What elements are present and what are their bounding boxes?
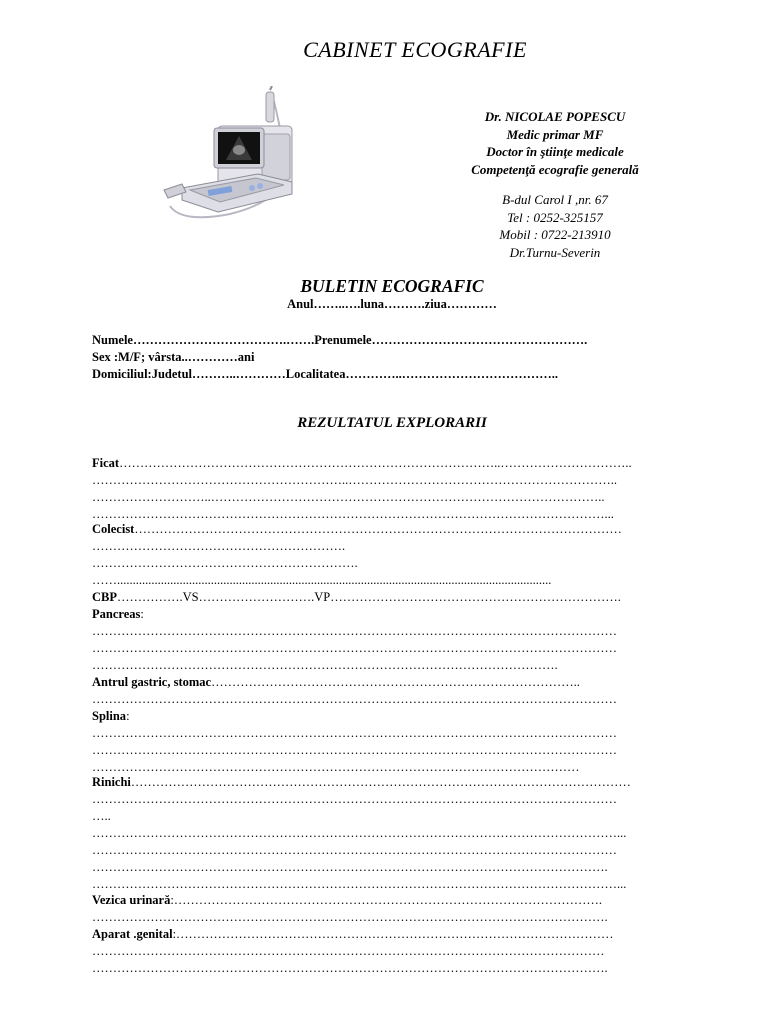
address-city: Dr.Turnu-Severin	[509, 244, 601, 260]
result-row-dots: ……………………………………………………………………………..	[211, 675, 580, 689]
ultrasound-machine-icon	[160, 86, 300, 226]
result-row-dots: ………………………………………………………………………………………………………………...	[92, 826, 627, 840]
result-row-dots: …………………………………………………………………………………………………………	[130, 775, 631, 789]
result-row-label: CBP	[92, 590, 117, 604]
result-row-label: Ficat	[92, 456, 120, 470]
result-row	[92, 606, 692, 623]
result-row-dots: ………………………………………………………………………………………………………	[92, 760, 580, 774]
bulletin-title: BULETIN ECOGRAFIC	[300, 276, 484, 296]
result-row	[92, 538, 692, 555]
result-row-label: Colecist	[92, 522, 135, 536]
result-row-dots: :	[140, 607, 144, 621]
result-row-dots: ………………………………………………………………………………………………………………	[92, 692, 617, 706]
result-row-dots: ……………………………………………………………………………………………………………	[92, 944, 605, 958]
result-row	[92, 674, 692, 691]
result-row	[92, 892, 692, 909]
result-row	[92, 472, 692, 489]
result-row	[92, 926, 692, 943]
result-row	[92, 960, 692, 977]
result-row-dots: ………………………………………………………………………………………………………	[134, 522, 622, 536]
address-phone: Tel : 0252-325157	[507, 209, 603, 225]
result-row-label: Rinichi	[92, 775, 131, 789]
result-row	[92, 876, 692, 893]
result-row	[92, 521, 692, 538]
result-row	[92, 572, 692, 589]
result-row	[92, 943, 692, 960]
result-row-dots: ………………………………………………………………………………………………………………	[92, 792, 617, 806]
result-row	[92, 725, 692, 742]
result-row-dots: ………………………………………………………………………………………………………………	[92, 641, 617, 655]
doctor-info	[440, 108, 670, 178]
result-row-dots: ………………………………………………………………………………………………………………	[92, 726, 617, 740]
result-row-dots: ……………………………………………………….	[92, 556, 358, 570]
result-row	[92, 555, 692, 572]
clinic-address	[440, 191, 670, 261]
result-row-dots: …………………………………………………………………………………………………………….	[92, 860, 608, 874]
result-row-dots: ………………………..…………………………………………………………………………………..	[92, 490, 605, 504]
result-row	[92, 455, 692, 472]
result-row-dots: ……...........................................................................................................................................	[92, 573, 552, 587]
result-row-dots: ………………………………………………………………………………………………………………	[92, 624, 617, 638]
doctor-competence: Competenţă ecografie generală	[471, 161, 639, 177]
result-row-label: Vezica urinară	[92, 893, 171, 907]
results-title: REZULTATUL EXPLORARII	[297, 415, 487, 431]
doctor-degree: Doctor în ştiinţe medicale	[486, 144, 624, 159]
result-row	[92, 691, 692, 708]
result-row	[92, 909, 692, 926]
result-row-label: Antrul gastric, stomac	[92, 675, 212, 689]
result-row-dots: …………………………………………………………………………………………………………….	[92, 961, 608, 975]
doctor-name: Dr. NICOLAE POPESCU	[484, 109, 626, 124]
result-row	[92, 589, 692, 606]
result-row	[92, 708, 692, 725]
result-row-dots: ………………………………………………………………………………………………………………	[92, 843, 617, 857]
result-row	[92, 859, 692, 876]
result-row-label: Pancreas	[92, 607, 141, 621]
patient-name-line: Numele……………………………….…….Prenumele…………………………………………….	[92, 333, 588, 347]
result-row-dots: :………………………………………………………………………………………….	[170, 893, 602, 907]
result-row-label: Splina	[92, 709, 127, 723]
page-title: CABINET ECOGRAFIE	[303, 37, 527, 62]
result-row-dots: :……………………………………………………………………………………………	[172, 927, 614, 941]
result-row-dots: ………………………………………………………………………………………………………………	[92, 743, 617, 757]
result-row-dots: …………………………………………………….	[92, 539, 346, 553]
result-row-dots: …………….VS……………………….VP…………………………………………………………….	[117, 590, 621, 604]
result-row	[92, 742, 692, 759]
result-row	[92, 842, 692, 859]
result-row-dots: ……………………………………………………………………………………………………………...	[92, 507, 614, 521]
result-row	[92, 825, 692, 842]
result-row	[92, 489, 692, 506]
date-line: Anul……..….luna……….ziua…………	[287, 297, 497, 311]
result-row	[92, 791, 692, 808]
patient-sex-age-line: Sex :M/F; vârsta..…………ani	[92, 350, 255, 364]
result-row-label: Aparat .genital	[92, 927, 173, 941]
result-row-dots: :	[126, 709, 130, 723]
result-row	[92, 623, 692, 640]
result-row-dots: ………………………………………………………………………………..…………………………..	[119, 456, 632, 470]
result-row	[92, 774, 692, 791]
result-row-dots: ………………………………………………………………………………………………….	[92, 658, 558, 672]
result-row-dots: ……………………………………………………..………………………………………………………..	[92, 473, 617, 487]
address-street: B-dul Carol I ,nr. 67	[502, 192, 608, 207]
doctor-title: Medic primar MF	[506, 126, 604, 142]
result-row	[92, 657, 692, 674]
result-row-dots: ………………………………………………………………………………………………………………...	[92, 877, 627, 891]
result-row-dots: …………………………………………………………………………………………………………….	[92, 910, 608, 924]
result-row	[92, 640, 692, 657]
result-row	[92, 808, 692, 825]
result-row-dots: …..	[92, 809, 111, 823]
address-mobile: Mobil : 0722-213910	[499, 227, 611, 242]
patient-address-line: Domiciliul:Judetul………..…………Localitatea…………..………………………………..	[92, 367, 558, 381]
